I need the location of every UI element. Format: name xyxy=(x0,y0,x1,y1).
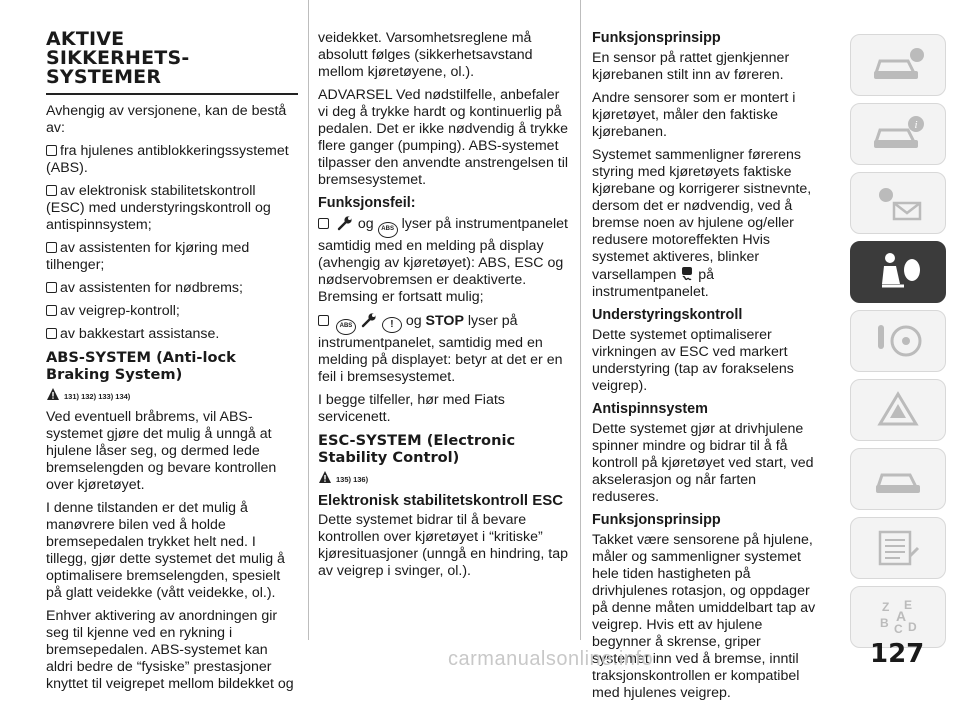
car-info-icon xyxy=(870,43,926,87)
checkbox-bullet-icon xyxy=(46,305,57,316)
warning-triangle-icon xyxy=(46,387,60,401)
column-divider-2 xyxy=(580,0,581,640)
tab-starting-driving[interactable] xyxy=(850,310,946,372)
column-1 xyxy=(46,30,298,699)
svg-text:B: B xyxy=(880,616,889,630)
subheading: Funksjonsprinsipp xyxy=(592,512,721,528)
bullet-text: av bakkestart assistanse. xyxy=(60,326,220,342)
paragraph: En sensor på rattet gjenkjenner kjørebanen stilt inn av føreren. xyxy=(592,50,790,83)
esc-subheading: Elektronisk stabilitetskontroll ESC xyxy=(318,492,564,509)
maintenance-icon xyxy=(870,457,926,501)
subheading: Funksjonsprinsipp xyxy=(592,30,721,46)
wrench-icon xyxy=(360,312,378,328)
svg-text:C: C xyxy=(894,622,903,636)
car-warning-icon xyxy=(870,112,926,156)
tab-lights-messages[interactable] xyxy=(850,172,946,234)
title-line-1: AKTIVE xyxy=(46,28,125,50)
title-line-2: SIKKERHETS- xyxy=(46,47,190,69)
svg-text:E: E xyxy=(904,598,913,612)
paragraph: I denne tilstanden er det mulig å manøvrere bilen ved å holde bremsepedalen trykket helt ned. I tillegg, gjør dette systemet det mulig å optimalisere bremselengden, spesielt på glatt veidekke (vått veidekke, ol.). xyxy=(46,500,285,601)
fault-item-2 xyxy=(318,312,570,386)
esc-warning-refs xyxy=(318,470,570,484)
starting-driving-icon xyxy=(870,319,926,363)
paragraph: I begge tilfeller, hør med Fiats servicenett. xyxy=(318,392,505,425)
paragraph: Dette systemet bidrar til å bevare kontrollen over kjøretøyet i “kritiske” kjøresituasjoner (unngå en hindring, tap av veigrep i svinger, ol.). xyxy=(318,512,569,579)
bullet-item xyxy=(46,143,298,177)
tab-car-info[interactable] xyxy=(850,34,946,96)
title-rule xyxy=(46,93,298,95)
subheading: Understyringskontroll xyxy=(592,307,743,323)
subheading: Antispinnsystem xyxy=(592,401,708,417)
bullet-item xyxy=(46,183,298,234)
checkbox-bullet-icon xyxy=(46,242,57,253)
column-3 xyxy=(592,30,820,708)
tab-safety[interactable] xyxy=(850,241,946,303)
watermark: carmanualsonline.info xyxy=(448,648,654,670)
technical-data-icon xyxy=(870,526,926,570)
index-icon xyxy=(870,595,926,639)
paragraph: Enhver aktivering av anordningen gir seg til kjenne ved en rykning i bremsepedalen. ABS-systemet kan aldri bedre de “fysiske” prestasjoner knyttet til veigrepet mellom bildekket og xyxy=(46,608,294,692)
lights-message-icon xyxy=(870,181,926,225)
abs-lamp-icon: ABS xyxy=(378,222,398,238)
checkbox-bullet-icon xyxy=(46,328,57,339)
bullet-text: av assistenten for kjøring med tilhenger; xyxy=(46,240,250,273)
title-line-3: SYSTEMER xyxy=(46,66,162,88)
paragraph: Dette systemet optimaliserer virkningen av ESC ved markert understyring (tap av forakselens veigrep). xyxy=(592,327,794,394)
esc-skid-lamp-icon xyxy=(680,266,694,282)
checkbox-bullet-icon xyxy=(46,145,57,156)
bullet-text: av veigrep-kontroll; xyxy=(60,303,180,319)
bullet-item xyxy=(46,326,298,343)
checkbox-bullet-icon xyxy=(318,315,329,326)
bullet-item xyxy=(46,240,298,274)
checkbox-bullet-icon xyxy=(318,218,329,229)
stop-text: STOP xyxy=(425,313,464,329)
paragraph: Dette systemet gjør at drivhjulene spinner mindre og bidrar til å få kontroll på kjøretøyet ved start, ved akselerasjon og når farten reduseres. xyxy=(592,421,814,505)
og-text: og xyxy=(405,313,422,329)
intro-text: Avhengig av versjonene, kan de bestå av: xyxy=(46,103,287,136)
fault-text: lyser på instrumentpanelet samtidig med en melding på display (avhengig av kjøretøyet): ABS, ESC og nødservobremsen er deaktiverte. Bremsing er fortsatt mulig; xyxy=(318,216,568,305)
paragraph-text: på instrumentpanelet. xyxy=(592,267,715,300)
bullet-item xyxy=(46,303,298,320)
abs-heading: ABS-SYSTEM (Anti-lock Braking System) xyxy=(46,349,236,383)
fault-item-1 xyxy=(318,215,570,306)
tab-breakdown[interactable] xyxy=(850,379,946,441)
svg-text:i: i xyxy=(914,119,918,131)
checkbox-bullet-icon xyxy=(46,185,57,196)
ref-numbers: 131) 132) 133) 134) xyxy=(64,392,131,401)
page-number: 127 xyxy=(870,639,925,669)
paragraph xyxy=(592,147,820,301)
section-title xyxy=(46,30,298,87)
og-text: og xyxy=(357,216,374,232)
fault-text: lyser på instrumentpanelet, samtidig med en melding på displayet: betyr at det er en feil i bremsesystemet. xyxy=(318,313,563,385)
bullet-text: av elektronisk stabilitetskontroll (ESC) med understyringskontroll og antispinnsystem; xyxy=(46,183,271,233)
chapter-tabs xyxy=(850,34,946,655)
column-2 xyxy=(318,30,570,586)
brake-warning-lamp-icon: ! xyxy=(382,317,402,333)
esc-heading: ESC-SYSTEM (Electronic Stability Control) xyxy=(318,432,516,466)
abs-lamp-icon: ABS xyxy=(336,319,356,335)
paragraph: Andre sensorer som er montert i kjøretøyet, måler den faktiske kjørebanen. xyxy=(592,90,796,140)
abs-warning-refs xyxy=(46,387,298,401)
fault-heading: Funksjonsfeil: xyxy=(318,195,416,211)
advarsel-paragraph: ADVARSEL Ved nødstilfelle, anbefaler vi deg å trykke hardt og kontinuerlig på pedalen. Det er ikke nødvendig å trykke flere ganger (pumping). ABS-systemet tilpasser den anvendte anstrengelsen til bremsesystemet. xyxy=(318,87,569,188)
paragraph: veidekket. Varsomhetsreglene må absolutt følges (sikkerhetsavstand mellom kjøretøyene, ol.). xyxy=(318,30,533,80)
paragraph: Takket være sensorene på hjulene, måler og sammenligner systemet hele tiden hastigheten på drivhjulenes rotasjon, og oppdager på denne måten umiddelbart tap av veigrep. Hvis ett av hjulene begynner å skrense, griper systemet inn ved å bremse, inntil traksjonskontrollen er kompatibel med hjulenes veigrep. xyxy=(592,532,816,701)
checkbox-bullet-icon xyxy=(46,282,57,293)
bullet-item xyxy=(46,280,298,297)
ref-numbers: 135) 136) xyxy=(336,475,369,484)
tab-technical-data[interactable] xyxy=(850,517,946,579)
warning-triangle-icon xyxy=(318,470,332,484)
tab-maintenance[interactable] xyxy=(850,448,946,510)
svg-text:A: A xyxy=(896,608,907,624)
safety-seat-icon xyxy=(870,250,926,294)
bullet-text: fra hjulenes antiblokkeringssystemet (ABS). xyxy=(46,143,289,176)
wrench-icon xyxy=(336,215,354,231)
svg-text:D: D xyxy=(908,620,917,634)
column-divider-1 xyxy=(308,0,309,640)
paragraph: Ved eventuell bråbrems, vil ABS-systemet gjøre det mulig å unngå at hjulene låser seg, og dermed lede bremselengden og bevare kontrollen over kjøretøyet. xyxy=(46,409,277,493)
paragraph-text: Systemet sammenligner førerens styring med kjøretøyets faktiske kjørebane og korrigerer sistnevnte, dersom det er nødvendig, ved å bremse noen av hjulene og/eller redusere motoreffekten Hvis systemet aktiveres, blinker varsellampen xyxy=(592,147,812,283)
svg-text:Z: Z xyxy=(882,600,890,614)
breakdown-icon xyxy=(870,388,926,432)
tab-car-warning[interactable] xyxy=(850,103,946,165)
bullet-text: av assistenten for nødbrems; xyxy=(60,280,243,296)
